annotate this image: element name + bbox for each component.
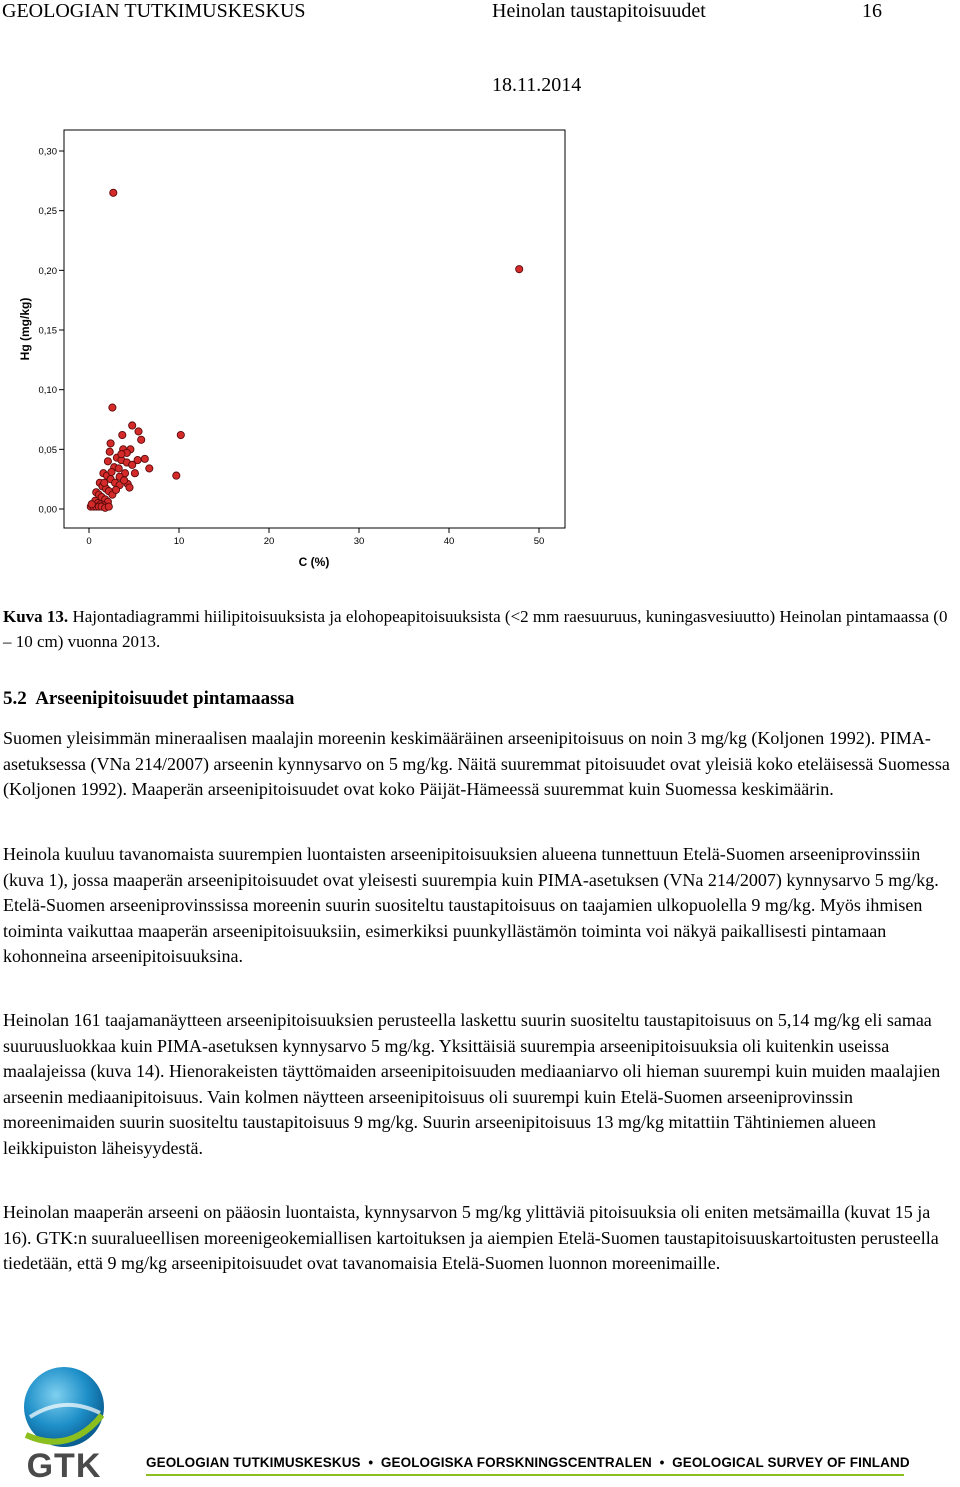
x-axis-label: C (%)	[298, 555, 330, 569]
data-point	[105, 503, 112, 510]
y-tick-label: 0,10	[38, 385, 57, 397]
data-point	[138, 436, 145, 443]
x-tick-label: 20	[263, 536, 275, 547]
figure-caption-text: Hajontadiagrammi hiilipitoisuuksista ja elohopeapitoisuuksista (<2 mm raesuuruus, kuningasvesiuutto) Heinolan pintamaassa (0 – 10 cm) vuonna 2013.	[3, 607, 948, 651]
header-title: Heinolan taustapitoisuudet	[492, 0, 706, 22]
x-tick-label: 40	[443, 536, 455, 547]
y-tick-label: 0,05	[38, 444, 57, 456]
data-point	[110, 189, 117, 196]
section-heading: 5.2 Arseenipitoisuudet pintamaassa	[3, 688, 295, 709]
data-points	[87, 189, 523, 511]
x-tick-label: 0	[86, 536, 92, 547]
plot-frame	[64, 130, 565, 528]
page-number: 16	[862, 0, 882, 22]
y-tick-label: 0,30	[38, 146, 57, 158]
paragraph-4: Heinolan maaperän arseeni on pääosin luontaista, kynnysarvon 5 mg/kg ylittäviä pitoisuuksia oli eniten metsämailla (kuvat 15 ja 16). GTK:n suuralueellisen moreenigeokemiallisen kartoituksen ja aiempien Etelä-Suomen taustapitoisuuskartoitusten perusteella tiedetään, että 9 mg/kg arseenipitoisuudet ovat tavanomaisia Etelä-Suomen luonnon moreenimaille.	[3, 1202, 939, 1273]
data-point	[129, 422, 136, 429]
paragraph-1: Suomen yleisimmän mineraalisen maalajin moreenin keskimääräinen arseenipitoisuus on noin 3 mg/kg (Koljonen 1992). PIMA-asetuksessa (VNa 214/2007) arseenin kynnysarvo on 5 mg/kg. Näitä suuremmat pitoisuudet ovat yleisiä koko eteläisessä Suomessa (Koljonen 1992). Maaperän arseenipitoisuudet ovat koko Päijät-Hämeessä suuremmat kuin Suomessa keskimäärin.	[3, 728, 950, 799]
data-point	[109, 404, 116, 411]
data-point	[121, 477, 128, 484]
footer-line	[146, 1474, 904, 1476]
scatter-chart	[0, 120, 600, 580]
header-organization: GEOLOGIAN TUTKIMUSKESKUS	[2, 0, 306, 22]
data-point	[177, 431, 184, 438]
x-axis	[86, 528, 544, 547]
data-point	[106, 448, 113, 455]
y-tick-label: 0,25	[38, 206, 57, 218]
y-axis-label: Hg (mg/kg)	[18, 297, 32, 361]
x-tick-label: 30	[353, 536, 365, 547]
data-point	[516, 266, 523, 273]
data-point	[129, 461, 136, 468]
data-point	[101, 479, 108, 486]
data-point	[131, 470, 138, 477]
x-tick-label: 10	[173, 536, 185, 547]
data-point	[115, 465, 122, 472]
y-axis	[39, 147, 65, 516]
data-point	[173, 472, 180, 479]
figure-caption	[3, 604, 958, 654]
y-tick-label: 0,15	[38, 325, 57, 337]
data-point	[146, 465, 153, 472]
figure-caption-label: Kuva 13.	[3, 607, 69, 626]
y-tick-label: 0,00	[38, 504, 57, 516]
data-point	[104, 458, 111, 465]
data-point	[141, 455, 148, 462]
header-date: 18.11.2014	[492, 74, 582, 96]
data-point	[126, 484, 133, 491]
paragraph-2: Heinola kuuluu tavanomaista suurempien luontaisten arseenipitoisuuksien alueena tunnettuun Etelä-Suomen arseeniprovinssiin (kuva 1), jossa maaperän arseenipitoisuudet ovat yleisesti suurempia kuin PIMA-asetuksen (VNa 214/2007) kynnysarvo 5 mg/kg. Etelä-Suomen arseeniprovinssissa moreenin suurin suositeltu taustapitoisuus on taajamien ulkopuolella 9 mg/kg. Myös ihmisen toiminta vaikuttaa maaperän arseenipitoisuuksiin, esimerkiksi puunkyllästämön toiminta voi näkyä paikallisesti pintamaan kohonneina arseenipitoisuuksina.	[3, 844, 939, 966]
x-tick-label: 50	[533, 536, 545, 547]
paragraph-3: Heinolan 161 taajamanäytteen arseenipitoisuuksien perusteella laskettu suurin suositeltu taustapitoisuus on 5,14 mg/kg eli samaa suuruusluokkaa kuin PIMA-asetuksen kynnysarvo 5 mg/kg. Yksittäisiä suurempia arseenipitoisuuksia oli kuitenkin useissa maalajeissa (kuva 14). Hienorakeisten täyttömaiden arseenipitoisuuden mediaaniarvo oli hieman suurempi kuin muiden maalajien arseenin mediaanipitoisuus. Vain kolmen näytteen arseenipitoisuus oli suurempi kuin Etelä-Suomen arseeniprovinssin moreenimaiden suurin suositeltu taustapitoisuus 9 mg/kg. Suurin arseenipitoisuus 13 mg/kg mitattiin Tähtiniemen alueen leikkipuiston läheisyydestä.	[3, 1010, 941, 1158]
data-point	[135, 428, 142, 435]
data-point	[118, 451, 125, 458]
y-tick-label: 0,20	[38, 265, 57, 277]
data-point	[108, 468, 115, 475]
data-point	[112, 486, 119, 493]
footer-text: GEOLOGIAN TUTKIMUSKESKUS • GEOLOGISKA FORSKNINGSCENTRALEN • GEOLOGICAL SURVEY OF FINLAND	[146, 1455, 910, 1470]
data-point	[88, 501, 95, 508]
data-point	[119, 431, 126, 438]
data-point	[107, 440, 114, 447]
gtk-logo-text: GTK	[26, 1447, 102, 1485]
